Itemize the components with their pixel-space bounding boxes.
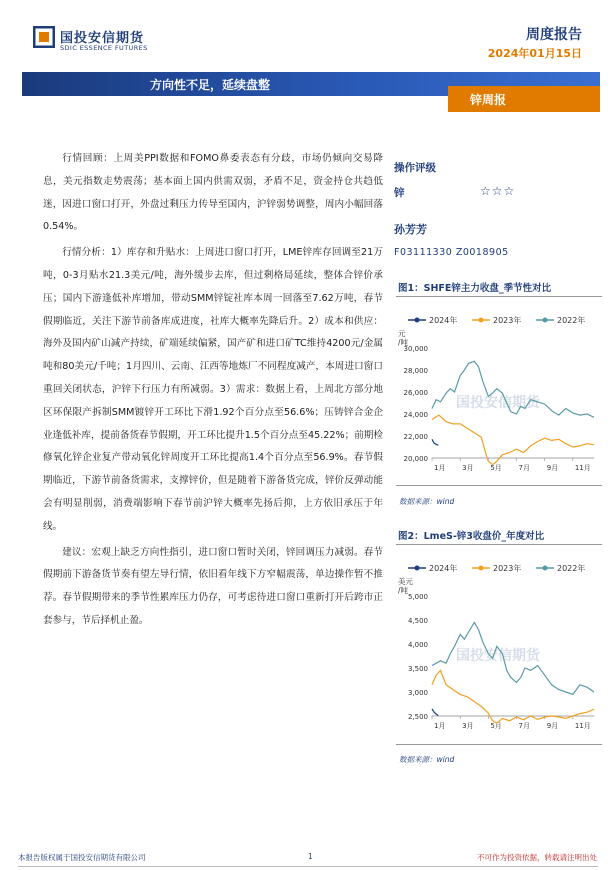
main-body xyxy=(43,148,383,636)
x-tick-label: 5月 xyxy=(490,722,502,730)
legend-label-2: 2022年 xyxy=(557,564,586,573)
rating-commodity: 锌 xyxy=(394,187,405,199)
x-tick-label: 11月 xyxy=(574,464,591,472)
y-unit-top: 美元 xyxy=(398,577,413,586)
series-line-0 xyxy=(432,439,438,445)
chart-watermark: 国投安信期货 xyxy=(456,648,540,664)
legend-marker-0 xyxy=(415,318,420,323)
y-tick-label: 4,000 xyxy=(407,641,428,649)
report-date: 2024年01月15日 xyxy=(487,47,582,60)
rating-row xyxy=(394,185,599,201)
x-tick-label: 3月 xyxy=(462,464,474,472)
series-line-0 xyxy=(432,709,438,716)
company-logo-icon xyxy=(33,26,55,48)
y-tick-label: 3,000 xyxy=(407,689,428,697)
figure-2-rule xyxy=(396,544,602,545)
figure-1-rule xyxy=(396,296,602,297)
x-tick-label: 1月 xyxy=(434,464,446,472)
x-tick-label: 7月 xyxy=(518,464,530,472)
y-tick-label: 5,000 xyxy=(407,593,428,601)
paragraph-review: 行情回顾：上周美PPI数据和FOMO鼻委表态有分歧，市场仍倾向交易降息，美元指数走势震荡；基本面上国内供需双弱，矛盾不足，资金持仓共趋低迷，因进口窗口打开，外盘过剩压力传导至国内，沪锌弱势调整，周内小幅回落0.54%。 xyxy=(43,153,383,233)
x-tick-label: 9月 xyxy=(546,464,559,472)
y-tick-label: 20,000 xyxy=(403,455,428,463)
series-line-1 xyxy=(432,415,594,465)
figure-1-source: 数据来源：wind xyxy=(399,497,455,506)
company-name-en: SDIC ESSENCE FUTURES xyxy=(60,44,148,52)
footer-disclaimer: 不可作为投资依据，转载请注明出处 xyxy=(477,853,597,862)
legend-marker-2 xyxy=(543,566,548,571)
legend-label-1: 2023年 xyxy=(493,564,522,573)
analyst-cert: F03111330 Z0018905 xyxy=(394,247,509,258)
figure-1-title: 图1：SHFE锌主力收盘_季节性对比 xyxy=(398,283,552,294)
y-unit-bottom: /吨 xyxy=(398,338,409,347)
x-tick-label: 7月 xyxy=(518,722,530,730)
y-tick-label: 22,000 xyxy=(403,433,428,441)
sidebar xyxy=(394,160,599,258)
x-tick-label: 9月 xyxy=(546,722,559,730)
legend-marker-1 xyxy=(479,318,484,323)
y-unit-bottom: /吨 xyxy=(398,586,409,595)
figure-2-source: 数据来源：wind xyxy=(399,755,455,764)
x-tick-label: 5月 xyxy=(490,464,502,472)
y-tick-label: 24,000 xyxy=(403,411,428,419)
y-unit-top: 元 xyxy=(398,329,406,338)
legend-label-1: 2023年 xyxy=(493,316,522,325)
chart-2-svg xyxy=(396,560,602,740)
footer-page-number: 1 xyxy=(308,852,313,861)
paragraph-advice: 建议：宏观上缺乏方向性指引，进口窗口暂时关闭，锌回调压力减弱。春节假期前下游备货节奏有望左导行情，依旧看年线下方窄幅震荡，单边操作暂不推荐。春节假期带来的季节性累库压力仍存，可考虑待进口窗口重新打开后跨市正套参与，节后择机止盈。 xyxy=(43,546,383,626)
y-tick-label: 30,000 xyxy=(403,345,428,353)
x-tick-label: 1月 xyxy=(434,722,446,730)
figure-2-title: 图2：LmeS-锌3收盘价_年度对比 xyxy=(398,531,545,542)
y-tick-label: 3,500 xyxy=(407,665,428,673)
report-tag: 锌周报 xyxy=(470,93,507,107)
legend-marker-1 xyxy=(479,566,484,571)
y-tick-label: 4,500 xyxy=(407,617,428,625)
paragraph-analysis: 行情分析：1）库存和升贴水：上周进口窗口打开，LME锌库存回调至21万吨，0-3月贴水21.3美元/吨，海外缓步去库，但过剩格局延续，整体合锌价承压；国内下游逢低补库增加，带动SMM锌锭社库本周一回落至7.62万吨，春节假期临近，关注下游节前备库成进度，社库大概率先降后升。2）成本和供应：海外及国内矿山减产持续，矿端延续偏紧，国产矿和进口矿TC维持4200元/金属吨和80美元/千吨；1月四川、云南、江西等地炼厂不同程度减产，本周进口窗口重回关闭状态，沪锌下行压力有所减弱。3）需求：数据上看，上周北方部分地区环保限产拆制SMM镀锌开工环比下滑1.92个百分点至56.6%；压铸锌合金企业逢低补库，提前备货春节假期，开工环比提升1.5个百分点至45.22%；前期检修氧化锌企业复产带动氧化锌周度开工环比提高1.4个百分点至56.9%。春节假期临近，下游节前备货需求，支撑锌价，但是随着下游备货完成，锌价反弹动能会有明显削弱，消费端影响下春节前沪锌大概率先扬后抑，上方依旧承压于年线。 xyxy=(43,247,383,532)
legend-marker-2 xyxy=(543,318,548,323)
y-tick-label: 26,000 xyxy=(403,389,428,397)
figure-1-chart xyxy=(396,312,602,486)
analyst-name: 孙芳芳 xyxy=(394,223,427,236)
legend-label-0: 2024年 xyxy=(429,564,458,573)
rating-label: 操作评级 xyxy=(394,162,436,174)
footer-copyright: 本报告版权属于国投安信期货有限公司 xyxy=(18,853,146,862)
figure-1-bottom-rule xyxy=(396,485,602,486)
report-type: 周度报告 xyxy=(526,27,582,43)
chart-watermark: 国投安信期货 xyxy=(456,395,540,411)
footer-rule xyxy=(18,866,598,867)
y-tick-label: 28,000 xyxy=(403,367,428,375)
company-name-cn: 国投安信期货 xyxy=(60,31,145,46)
y-tick-label: 2,500 xyxy=(407,713,428,721)
rating-stars-icon: ☆☆☆ xyxy=(480,184,516,198)
figure-2-bottom-rule xyxy=(396,744,602,745)
x-tick-label: 3月 xyxy=(462,722,474,730)
legend-label-0: 2024年 xyxy=(429,316,458,325)
series-line-1 xyxy=(432,670,594,723)
report-title: 方向性不足，延续盘整 xyxy=(150,78,271,92)
legend-marker-0 xyxy=(415,566,420,571)
chart-1-svg xyxy=(396,312,602,482)
legend-label-2: 2022年 xyxy=(557,316,586,325)
x-tick-label: 11月 xyxy=(574,722,591,730)
figure-2-chart xyxy=(396,560,602,744)
